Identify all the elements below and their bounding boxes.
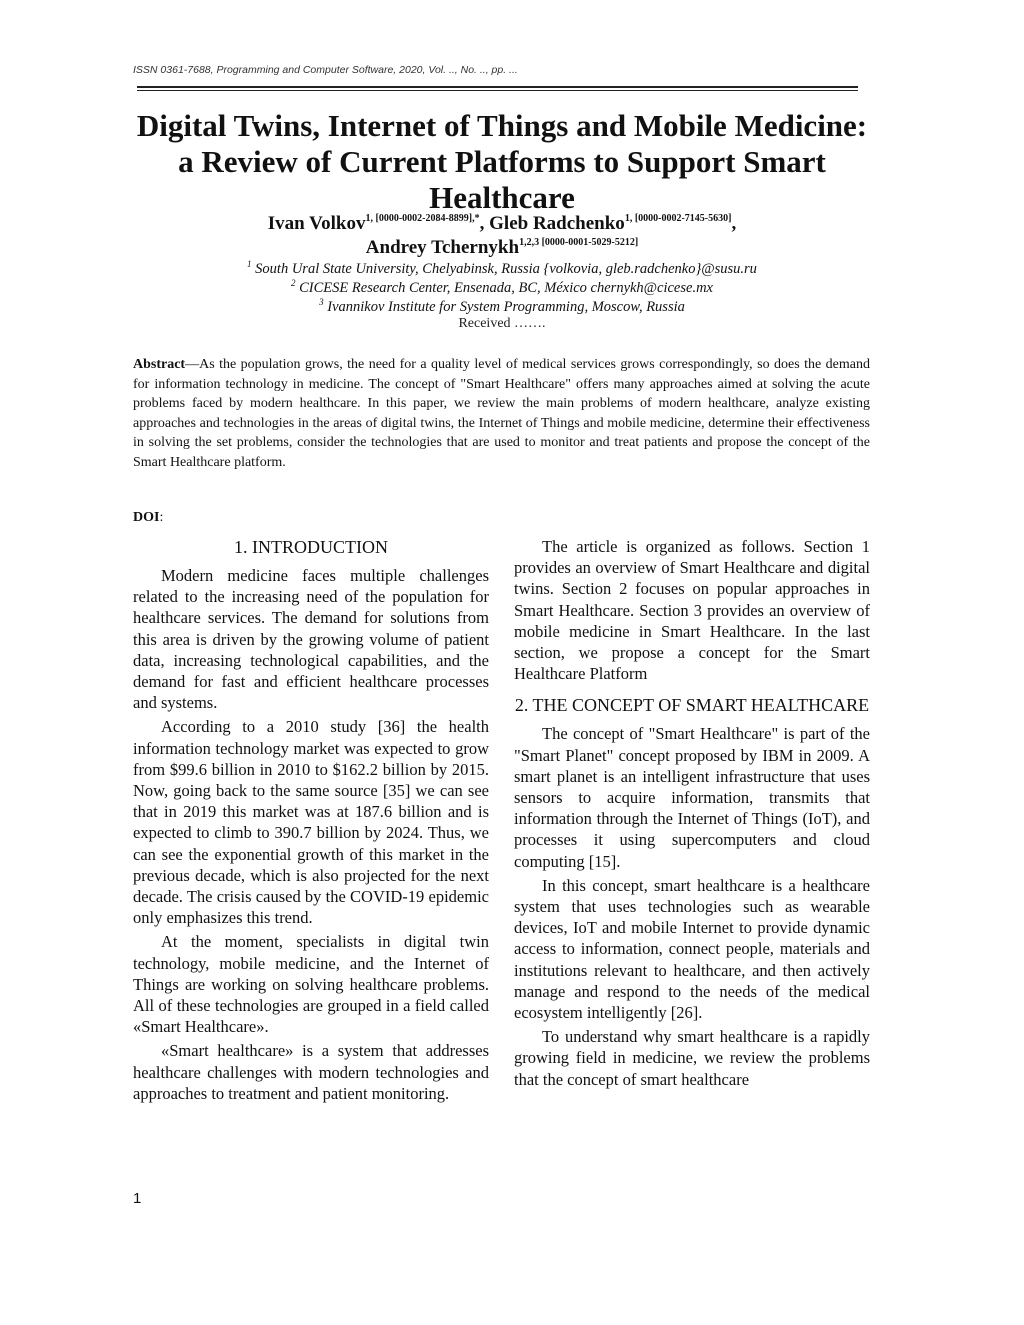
affiliation-text: CICESE Research Center, Ensenada, BC, México chernykh@cicese.mx bbox=[299, 280, 713, 296]
author-affiliation-marker: 1, [0000-0002-7145-5630] bbox=[624, 213, 732, 224]
paragraph: The concept of "Smart Healthcare" is part of the "Smart Planet" concept proposed by IBM in 2009. A smart planet is an intelligent infrastructure that uses sensors to acquire information, transmits that information through the Internet of Things (IoT), and processes it using supercomputers and cloud computing [15]. bbox=[514, 724, 870, 871]
doi-label: DOI bbox=[133, 510, 160, 525]
paragraph: According to a 2010 study [36] the health information technology market was expected to grow from $99.6 billion in 2010 to $162.2 billion by 2015. Now, going back to the same source [35] we can see that in 2019 this market was at 187.6 billion and is expected to climb to 390.7 billion by 2024. Thus, we can see the exponential growth of this market in the previous decade, which is also projected for the next decade. The crisis caused by the COVID-19 epidemic only emphasizes this trend. bbox=[133, 717, 489, 928]
abstract bbox=[133, 355, 870, 472]
author-name: Andrey Tchernykh bbox=[365, 237, 520, 258]
affiliation-number: 1 bbox=[247, 259, 252, 269]
title-line: a Review of Current Platforms to Support Smart bbox=[178, 144, 826, 179]
paragraph: The article is organized as follows. Section 1 provides an overview of Smart Healthcare and digital twins. Section 2 focuses on popular approaches in Smart Healthcare. Section 3 provides an overview of mobile medicine in Smart Healthcare. In the last section, we propose a concept for the Smart Healthcare Platform bbox=[514, 537, 870, 684]
doi-suffix: : bbox=[159, 510, 164, 525]
left-column bbox=[133, 536, 489, 1107]
author-affiliation-marker: 1, [0000-0002-2084-8899],* bbox=[365, 213, 480, 224]
abstract-text: —As the population grows, the need for a quality level of medical services grows correspondingly, so does the demand for information technology in medicine. The concept of "Smart Healthcare" offers many approaches aimed at solving the acute problems faced by modern healthcare. In this paper, we review the main problems of modern healthcare, analyze existing approaches and technologies in the areas of digital twins, the Internet of Things and mobile medicine, determine their effectiveness in solving the set problems, consider the technologies that are used to monitor and treat patients and propose the concept of the Smart Healthcare platform. bbox=[133, 357, 870, 470]
paragraph: At the moment, specialists in digital twin technology, mobile medicine, and the Internet of Things are working on solving healthcare problems. All of these technologies are grouped in a field called «Smart Healthcare». bbox=[133, 932, 489, 1037]
author-list bbox=[120, 212, 884, 260]
affiliation-number: 2 bbox=[291, 278, 296, 288]
title-line: Healthcare bbox=[429, 180, 575, 215]
author-name: Ivan Volkov bbox=[267, 213, 366, 234]
author-affiliation-marker: 1,2,3 [0000-0001-5029-5212] bbox=[519, 237, 639, 248]
header-rule-thick bbox=[137, 86, 858, 88]
paper-title bbox=[120, 108, 884, 216]
section-heading: 2. THE CONCEPT OF SMART HEALTHCARE bbox=[514, 695, 870, 716]
page-number: 1 bbox=[133, 1190, 142, 1207]
title-line: Digital Twins, Internet of Things and Mobile Medicine: bbox=[136, 108, 868, 143]
received-date: Received ……. bbox=[458, 316, 546, 331]
journal-header: ISSN 0361-7688, Programming and Computer Software, 2020, Vol. .., No. .., pp. ... bbox=[133, 64, 518, 76]
doi-line bbox=[133, 510, 163, 526]
section-heading: 1. INTRODUCTION bbox=[234, 537, 388, 557]
affiliation-1 bbox=[120, 260, 884, 278]
affiliation-text: South Ural State University, Chelyabinsk, Russia {volkovia, gleb.radchenko}@susu.ru bbox=[255, 261, 757, 277]
author-name: Gleb Radchenko bbox=[489, 213, 625, 234]
header-rule-thin bbox=[137, 90, 858, 91]
paragraph: Modern medicine faces multiple challenges related to the increasing need of the population for healthcare services. The demand for solutions from this area is driven by the growing volume of patient data, increasing technological capabilities, and the demand for fast and efficient healthcare processes and systems. bbox=[133, 566, 489, 713]
affiliation-3 bbox=[120, 298, 884, 316]
authors-line-2 bbox=[120, 236, 884, 260]
affiliation-text: Ivannikov Institute for System Programming, Moscow, Russia bbox=[327, 299, 685, 315]
affiliation-number: 3 bbox=[319, 297, 324, 307]
paragraph: «Smart healthcare» is a system that addresses healthcare challenges with modern technologies and approaches to treatment and patient monitoring. bbox=[133, 1041, 489, 1103]
paragraph: To understand why smart healthcare is a rapidly growing field in medicine, we review the problems that the concept of smart healthcare bbox=[514, 1027, 870, 1089]
paragraph: In this concept, smart healthcare is a healthcare system that uses technologies such as wearable devices, IoT and mobile Internet to provide dynamic access to information, connect people, materials and institutions relevant to healthcare, and then actively manage and respond to the needs of the medical ecosystem intelligently [26]. bbox=[514, 875, 870, 1023]
authors-line-1: Ivan Volkov$^{1, [0000-0002-2084-8899],*}$, Gleb Radchenko$^{1, [0000-0002-7145-5630]}$, bbox=[267, 213, 737, 234]
abstract-label: Abstract bbox=[133, 357, 186, 372]
affiliation-2 bbox=[120, 279, 884, 297]
right-column bbox=[514, 536, 870, 1093]
